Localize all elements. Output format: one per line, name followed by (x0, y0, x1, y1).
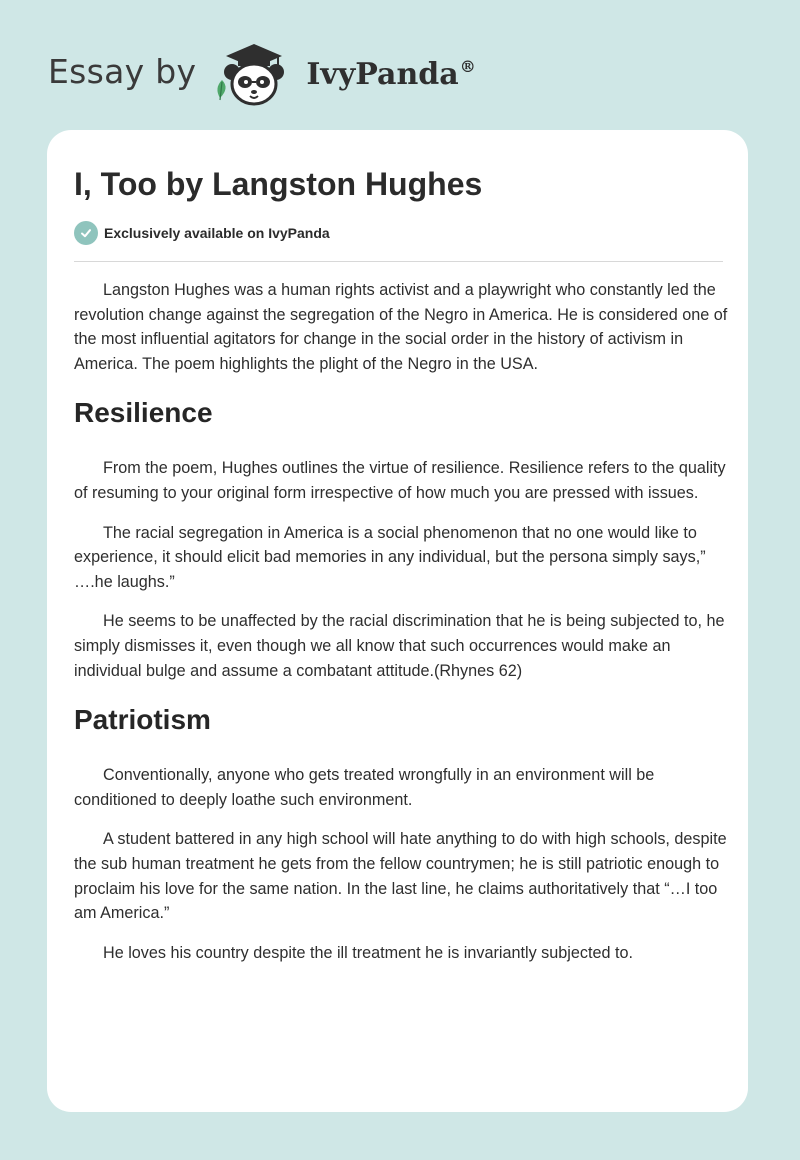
exclusive-label: Exclusively available on IvyPanda (104, 225, 330, 241)
essay-by-label: Essay by (48, 51, 197, 91)
paragraph: He loves his country despite the ill treatment he is invariantly subjected to. (103, 943, 633, 962)
exclusive-badge (74, 221, 330, 245)
section-heading-resilience: Resilience (74, 397, 213, 429)
brand-name[interactable]: IvyPanda® (306, 56, 476, 92)
section-heading-patriotism: Patriotism (74, 704, 211, 736)
page-title: I, Too by Langston Hughes (74, 166, 483, 202)
divider (74, 261, 723, 262)
panda-logo-icon[interactable] (210, 38, 298, 108)
article-card (47, 130, 748, 1112)
check-icon (74, 221, 98, 245)
intro-paragraph: Langston Hughes was a human rights activist and a playwright who constantly led the revolution change against the segregation of the Negro in America. He is considered one of the most influential agitators for change in the social order in the history of activism in America. The poem highlights the plight of the Negro in the USA. (74, 281, 728, 373)
paragraph: He seems to be unaffected by the racial discrimination that he is being subjected to, he simply dismisses it, even though we all know that such occurrences would make an individual bulge and assume a combatant attitude.(Rhynes 62) (74, 612, 725, 680)
paragraph: A student battered in any high school will hate anything to do with high schools, despite the sub human treatment he gets from the fellow countrymen; he is still patriotic enough to proclaim his love for the same nation. In the last line, he claims authoritatively that “…I too am America.” (74, 830, 727, 923)
paragraph: From the poem, Hughes outlines the virtue of resilience. Resilience refers to the quality of resuming to your original form irrespective of how much you are pressed with issues. (74, 459, 726, 502)
article-body (74, 278, 730, 980)
paragraph: The racial segregation in America is a social phenomenon that no one would like to experience, it should elicit bad memories in any individual, but the persona simply says,” ….he laughs.” (74, 523, 706, 591)
site-header (48, 38, 476, 108)
paragraph: Conventionally, anyone who gets treated wrongfully in an environment will be conditioned to deeply loathe such environment. (74, 766, 655, 809)
